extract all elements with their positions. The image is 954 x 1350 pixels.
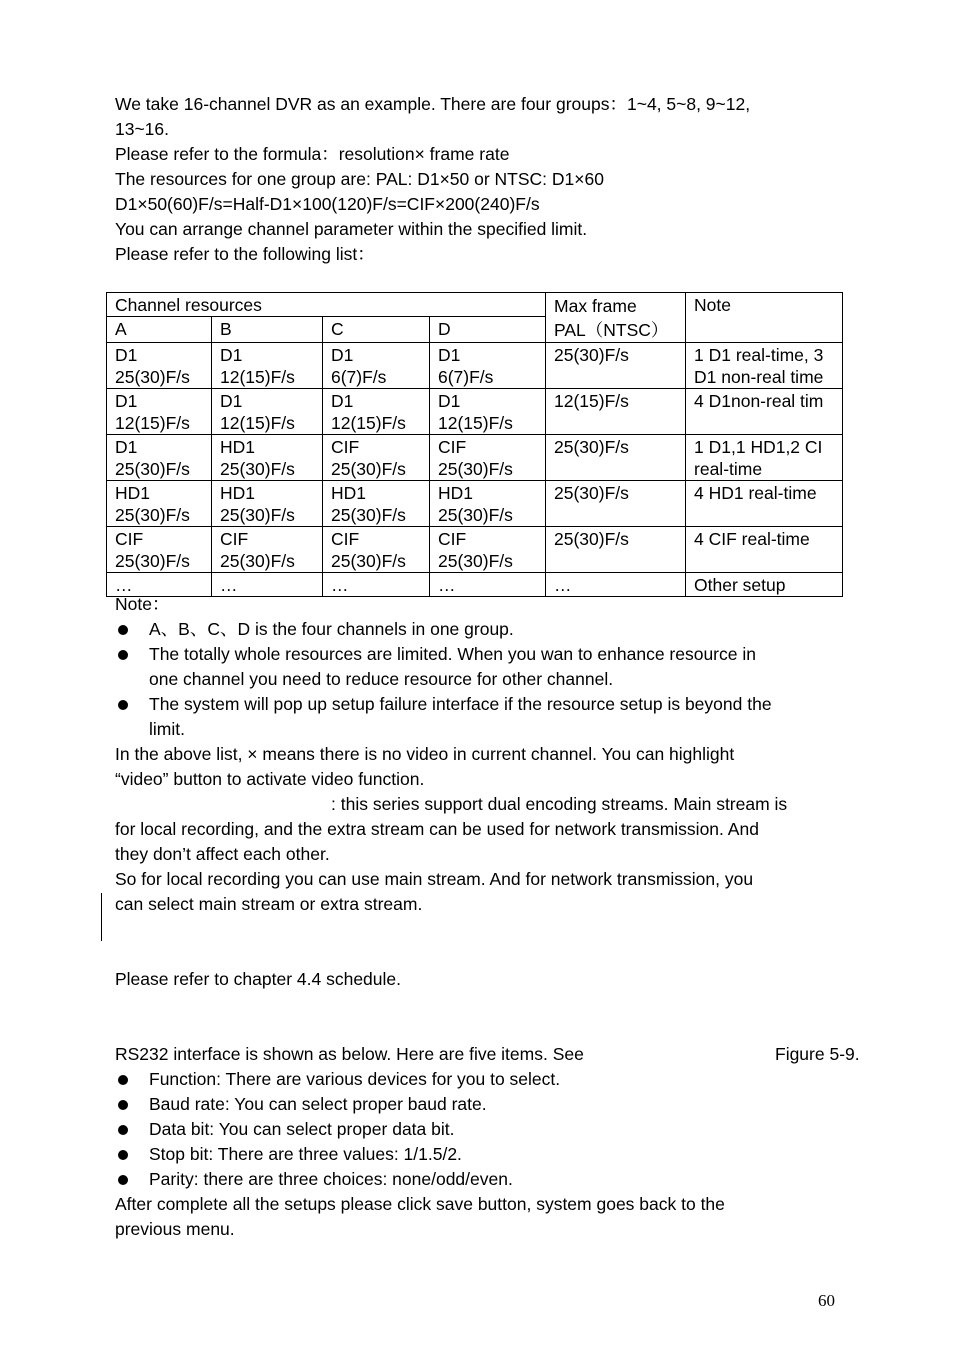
cell-d: HD1 25(30)F/s [430, 481, 546, 527]
bullet-dot-icon [118, 1075, 128, 1085]
cell-note: Other setup [686, 573, 843, 597]
cell-max: … [546, 573, 686, 597]
body-line: can select main stream or extra stream. [115, 894, 423, 914]
header-max-frame: Max frame PAL（NTSC） [546, 293, 686, 343]
cell-max: 25(30)F/s [546, 481, 686, 527]
cell-c: D1 12(15)F/s [323, 389, 430, 435]
header-note: Note [686, 293, 843, 343]
header-col-c: C [323, 317, 430, 343]
cell-d: CIF 25(30)F/s [430, 435, 546, 481]
table-row [107, 389, 843, 435]
list-item-text: limit. [149, 719, 185, 739]
bullet-dot-icon [118, 1125, 128, 1135]
cell-b: HD1 25(30)F/s [212, 435, 323, 481]
intro-line-3: Please refer to the formula：resolution× frame rate [115, 144, 510, 164]
cell-b: CIF 25(30)F/s [212, 527, 323, 573]
cell-c: D1 6(7)F/s [323, 343, 430, 389]
figure-reference: Figure 5-9. [775, 1044, 860, 1064]
cell-b: D1 12(15)F/s [212, 343, 323, 389]
header-col-d: D [430, 317, 546, 343]
list-item-text: The system will pop up setup failure interface if the resource setup is beyond the [149, 694, 772, 714]
intro-line-2: 13~16. [115, 119, 170, 139]
body-line: “video” button to activate video function. [115, 769, 425, 789]
cell-max: 25(30)F/s [546, 435, 686, 481]
bullet-dot-icon [118, 1100, 128, 1110]
cell-d: D1 6(7)F/s [430, 343, 546, 389]
cell-note: 4 CIF real-time [686, 527, 843, 573]
table-row [107, 435, 843, 481]
bullet-dot-icon [118, 700, 128, 710]
cell-c: … [323, 573, 430, 597]
cell-max: 12(15)F/s [546, 389, 686, 435]
rs232-intro: RS232 interface is shown as below. Here are five items. See [115, 1044, 584, 1064]
table-row [107, 481, 843, 527]
body-line: for local recording, and the extra stream can be used for network transmission. And [115, 819, 759, 839]
cell-c: CIF 25(30)F/s [323, 527, 430, 573]
cell-c: CIF 25(30)F/s [323, 435, 430, 481]
cell-d: D1 12(15)F/s [430, 389, 546, 435]
list-item-text: Baud rate: You can select proper baud rate. [149, 1094, 487, 1114]
page-number: 60 [818, 1291, 835, 1310]
intro-line-7: Please refer to the following list： [115, 244, 375, 264]
cell-d: … [430, 573, 546, 597]
list-item-text: Data bit: You can select proper data bit. [149, 1119, 455, 1139]
closing-line-2: previous menu. [115, 1219, 235, 1239]
list-item-text: Function: There are various devices for you to select. [149, 1069, 561, 1089]
channel-resources-table [106, 292, 843, 597]
cell-a: D1 12(15)F/s [107, 389, 212, 435]
list-item-text: Stop bit: There are three values: 1/1.5/2. [149, 1144, 462, 1164]
cell-d: CIF 25(30)F/s [430, 527, 546, 573]
cell-a: … [107, 573, 212, 597]
cell-b: … [212, 573, 323, 597]
cell-max: 25(30)F/s [546, 527, 686, 573]
header-channel-resources: Channel resources [107, 293, 546, 317]
list-item-text: one channel you need to reduce resource for other channel. [149, 669, 614, 689]
bullet-dot-icon [118, 650, 128, 660]
cell-note: 4 HD1 real-time [686, 481, 843, 527]
table-row [107, 343, 843, 389]
list-item-text: Parity: there are three choices: none/odd/even. [149, 1169, 513, 1189]
header-col-a: A [107, 317, 212, 343]
intro-line-1: We take 16-channel DVR as an example. There are four groups：1~4, 5~8, 9~12, [115, 94, 751, 114]
list-item-text: A、B、C、D is the four channels in one group. [149, 619, 514, 639]
cell-b: HD1 25(30)F/s [212, 481, 323, 527]
revision-bar [101, 893, 102, 941]
cell-max: 25(30)F/s [546, 343, 686, 389]
cell-a: HD1 25(30)F/s [107, 481, 212, 527]
table-row [107, 573, 843, 597]
body-line: : this series support dual encoding streams. Main stream is [331, 794, 788, 814]
cell-c: HD1 25(30)F/s [323, 481, 430, 527]
list-item-text: The totally whole resources are limited. When you wan to enhance resource in [149, 644, 756, 664]
header-col-b: B [212, 317, 323, 343]
cell-a: D1 25(30)F/s [107, 435, 212, 481]
bullet-dot-icon [118, 1150, 128, 1160]
table-row [107, 527, 843, 573]
note-label: Note： [115, 594, 170, 614]
cell-a: D1 25(30)F/s [107, 343, 212, 389]
cell-note: 4 D1non-real tim [686, 389, 843, 435]
cell-b: D1 12(15)F/s [212, 389, 323, 435]
intro-line-6: You can arrange channel parameter within the specified limit. [115, 219, 588, 239]
bullet-dot-icon [118, 625, 128, 635]
closing-line-1: After complete all the setups please click save button, system goes back to the [115, 1194, 725, 1214]
body-line: they don’t affect each other. [115, 844, 330, 864]
body-line: So for local recording you can use main stream. And for network transmission, you [115, 869, 754, 889]
intro-line-4: The resources for one group are: PAL: D1×50 or NTSC: D1×60 [115, 169, 604, 189]
cell-note: 1 D1,1 HD1,2 CI real-time [686, 435, 843, 481]
cell-note: 1 D1 real-time, 3 D1 non-real time [686, 343, 843, 389]
body-line: In the above list, × means there is no video in current channel. You can highlight [115, 744, 735, 764]
cell-a: CIF 25(30)F/s [107, 527, 212, 573]
schedule-text: Please refer to chapter 4.4 schedule. [115, 969, 402, 989]
intro-line-5: D1×50(60)F/s=Half-D1×100(120)F/s=CIF×200(240)F/s [115, 194, 540, 214]
bullet-dot-icon [118, 1175, 128, 1185]
